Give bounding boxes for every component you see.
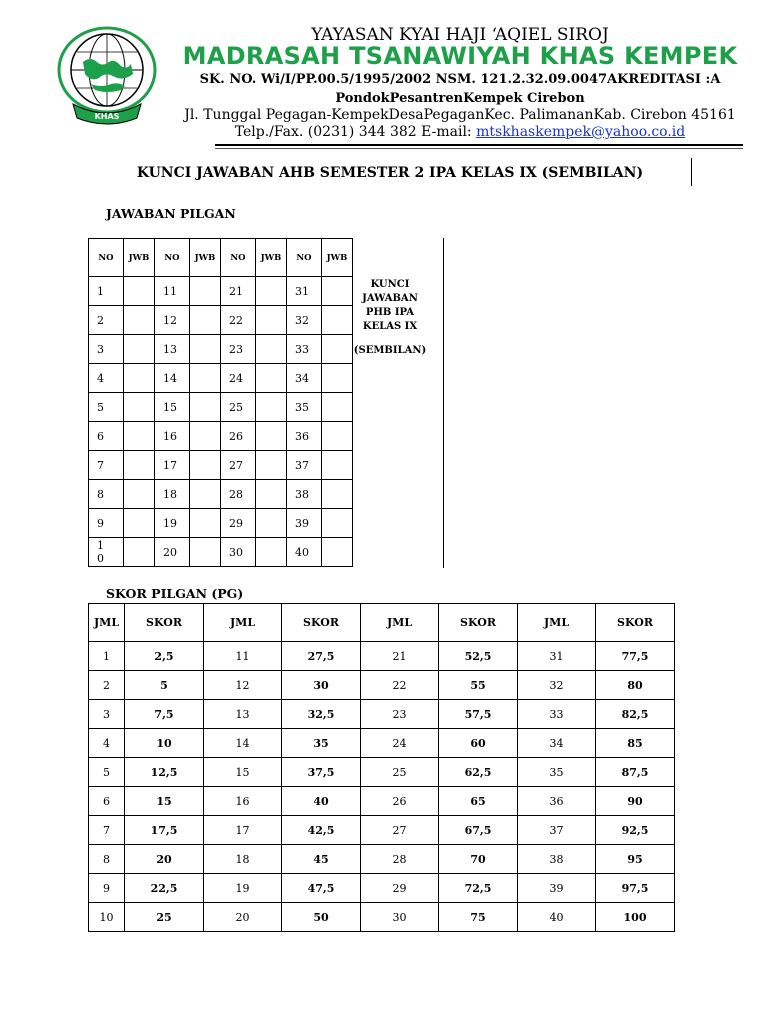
skor-cell: 67,5 (439, 816, 518, 845)
answer-cell[interactable] (322, 451, 353, 480)
jml-cell: 10 (89, 903, 125, 932)
question-number: 8 (89, 480, 124, 509)
col-jwb: JWB (256, 239, 287, 277)
skor-cell: 55 (439, 671, 518, 700)
score-row (89, 729, 675, 758)
skor-cell: 85 (596, 729, 675, 758)
skor-cell: 5 (125, 671, 204, 700)
question-number: 40 (287, 538, 322, 567)
jml-cell: 31 (518, 642, 596, 671)
score-row (89, 816, 675, 845)
jml-cell: 27 (361, 816, 439, 845)
answer-cell[interactable] (256, 364, 287, 393)
answer-cell[interactable] (256, 451, 287, 480)
jml-cell: 5 (89, 758, 125, 787)
question-number: 9 (89, 509, 124, 538)
score-row (89, 787, 675, 816)
question-number: 30 (221, 538, 256, 567)
question-number: 5 (89, 393, 124, 422)
answer-cell[interactable] (190, 335, 221, 364)
answer-cell[interactable] (124, 538, 155, 567)
score-row (89, 642, 675, 671)
question-number: 38 (287, 480, 322, 509)
score-row (89, 845, 675, 874)
skor-cell: 60 (439, 729, 518, 758)
question-number: 26 (221, 422, 256, 451)
answer-cell[interactable] (322, 422, 353, 451)
jml-cell: 35 (518, 758, 596, 787)
skor-cell: 72,5 (439, 874, 518, 903)
skor-cell: 90 (596, 787, 675, 816)
jml-cell: 26 (361, 787, 439, 816)
skor-cell: 87,5 (596, 758, 675, 787)
side-note-title: KUNCI JAWABAN PHB IPA KELAS IX (362, 279, 418, 332)
skor-cell: 37,5 (282, 758, 361, 787)
question-number: 2 (89, 306, 124, 335)
col-skor: SKOR (596, 604, 675, 642)
skor-cell: 30 (282, 671, 361, 700)
jml-cell: 39 (518, 874, 596, 903)
question-number: 4 (89, 364, 124, 393)
col-jml: JML (518, 604, 596, 642)
question-number: 39 (287, 509, 322, 538)
answer-row (89, 364, 353, 393)
skor-cell: 77,5 (596, 642, 675, 671)
question-number: 6 (89, 422, 124, 451)
jml-cell: 7 (89, 816, 125, 845)
question-number: 18 (155, 480, 190, 509)
jml-cell: 29 (361, 874, 439, 903)
answer-cell[interactable] (322, 538, 353, 567)
question-number: 37 (287, 451, 322, 480)
answer-row (89, 393, 353, 422)
skor-cell: 12,5 (125, 758, 204, 787)
answer-cell[interactable] (124, 393, 155, 422)
answer-row (89, 538, 353, 567)
col-no: NO (155, 239, 190, 277)
skor-cell: 92,5 (596, 816, 675, 845)
answer-cell[interactable] (190, 538, 221, 567)
jml-cell: 33 (518, 700, 596, 729)
col-skor: SKOR (439, 604, 518, 642)
question-number: 35 (287, 393, 322, 422)
question-number: 15 (155, 393, 190, 422)
section-divider (443, 238, 444, 568)
answer-cell[interactable] (322, 393, 353, 422)
skor-cell: 50 (282, 903, 361, 932)
answer-cell[interactable] (256, 335, 287, 364)
jml-cell: 37 (518, 816, 596, 845)
jml-cell: 16 (204, 787, 282, 816)
answer-cell[interactable] (124, 335, 155, 364)
question-number: 24 (221, 364, 256, 393)
col-no: NO (89, 239, 124, 277)
jml-cell: 21 (361, 642, 439, 671)
answer-cell[interactable] (190, 422, 221, 451)
jml-cell: 32 (518, 671, 596, 700)
question-number: 3 (89, 335, 124, 364)
score-row (89, 874, 675, 903)
jml-cell: 40 (518, 903, 596, 932)
skor-cell: 20 (125, 845, 204, 874)
col-skor: SKOR (125, 604, 204, 642)
jml-cell: 38 (518, 845, 596, 874)
question-number: 25 (221, 393, 256, 422)
question-number: 33 (287, 335, 322, 364)
jml-cell: 30 (361, 903, 439, 932)
question-number: 22 (221, 306, 256, 335)
question-number: 17 (155, 451, 190, 480)
skor-cell: 22,5 (125, 874, 204, 903)
jml-cell: 36 (518, 787, 596, 816)
answer-cell[interactable] (124, 306, 155, 335)
skor-cell: 75 (439, 903, 518, 932)
question-number-digit: 0 (97, 552, 104, 565)
skor-cell: 32,5 (282, 700, 361, 729)
answer-table-header (89, 239, 353, 277)
answer-cell[interactable] (190, 480, 221, 509)
jml-cell: 6 (89, 787, 125, 816)
skor-cell: 70 (439, 845, 518, 874)
answer-cell[interactable] (322, 364, 353, 393)
answer-cell[interactable] (256, 509, 287, 538)
skor-cell: 35 (282, 729, 361, 758)
question-number-digit: 1 (97, 539, 104, 552)
jml-cell: 19 (204, 874, 282, 903)
answer-row (89, 277, 353, 306)
skor-cell: 97,5 (596, 874, 675, 903)
answer-row (89, 422, 353, 451)
question-number: 31 (287, 277, 322, 306)
answer-cell[interactable] (256, 480, 287, 509)
score-row (89, 903, 675, 932)
question-number: 32 (287, 306, 322, 335)
jml-cell: 13 (204, 700, 282, 729)
answer-row (89, 509, 353, 538)
jml-cell: 34 (518, 729, 596, 758)
pesantren-name: PondokPesantrenKempek Cirebon (335, 91, 585, 106)
jml-cell: 11 (204, 642, 282, 671)
col-jwb: JWB (322, 239, 353, 277)
skor-cell: 17,5 (125, 816, 204, 845)
answer-cell[interactable] (256, 422, 287, 451)
question-number: 34 (287, 364, 322, 393)
header-rule-thin (215, 148, 743, 149)
skor-cell: 100 (596, 903, 675, 932)
answer-row (89, 335, 353, 364)
answer-row (89, 306, 353, 335)
answer-cell[interactable] (322, 509, 353, 538)
jml-cell: 17 (204, 816, 282, 845)
jml-cell: 1 (89, 642, 125, 671)
skor-cell: 10 (125, 729, 204, 758)
skor-cell: 62,5 (439, 758, 518, 787)
answer-cell[interactable] (322, 480, 353, 509)
jml-cell: 20 (204, 903, 282, 932)
jml-cell: 14 (204, 729, 282, 758)
skor-cell: 57,5 (439, 700, 518, 729)
question-number: 11 (155, 277, 190, 306)
question-number: 19 (155, 509, 190, 538)
question-number: 28 (221, 480, 256, 509)
answer-cell[interactable] (190, 451, 221, 480)
accreditation-line: SK. NO. Wi/I/PP.00.5/1995/2002 NSM. 121.2.32.09.0047AKREDITASI :A (199, 72, 721, 87)
score-table (88, 603, 675, 932)
question-number: 12 (155, 306, 190, 335)
answer-cell[interactable] (256, 538, 287, 567)
question-number: 23 (221, 335, 256, 364)
address: Jl. Tunggal Pegagan-KempekDesaPegaganKec. PalimananKab. Cirebon 45161 (184, 107, 736, 123)
answer-cell[interactable] (256, 306, 287, 335)
answer-cell[interactable] (124, 277, 155, 306)
side-note (348, 278, 432, 358)
jml-cell: 25 (361, 758, 439, 787)
question-number: 13 (155, 335, 190, 364)
jml-cell: 23 (361, 700, 439, 729)
question-number: 14 (155, 364, 190, 393)
answer-cell[interactable] (124, 364, 155, 393)
answer-cell[interactable] (190, 393, 221, 422)
question-number (89, 538, 124, 567)
document-title: KUNCI JAWABAN AHB SEMESTER 2 IPA KELAS IX (SEMBILAN) (136, 165, 644, 181)
foundation-name: YAYASAN KYAI HAJI ‘AQIEL SIROJ (311, 25, 609, 45)
question-number: 7 (89, 451, 124, 480)
col-jml: JML (204, 604, 282, 642)
question-number: 36 (287, 422, 322, 451)
skor-cell: 40 (282, 787, 361, 816)
skor-cell: 47,5 (282, 874, 361, 903)
logo-text: KHAS (94, 112, 120, 121)
skor-cell: 27,5 (282, 642, 361, 671)
school-logo (57, 26, 157, 130)
question-number: 29 (221, 509, 256, 538)
jml-cell: 8 (89, 845, 125, 874)
jml-cell: 2 (89, 671, 125, 700)
answer-cell[interactable] (256, 393, 287, 422)
skor-cell: 65 (439, 787, 518, 816)
answer-cell[interactable] (190, 364, 221, 393)
skor-cell: 95 (596, 845, 675, 874)
answer-cell[interactable] (190, 509, 221, 538)
skor-cell: 45 (282, 845, 361, 874)
skor-heading: SKOR PILGAN (PG) (106, 586, 244, 601)
question-number: 16 (155, 422, 190, 451)
question-number: 27 (221, 451, 256, 480)
answer-table (88, 238, 353, 567)
contact-line (160, 124, 760, 140)
col-no: NO (221, 239, 256, 277)
skor-cell: 25 (125, 903, 204, 932)
jml-cell: 12 (204, 671, 282, 700)
skor-cell: 80 (596, 671, 675, 700)
jml-cell: 28 (361, 845, 439, 874)
skor-cell: 52,5 (439, 642, 518, 671)
jml-cell: 22 (361, 671, 439, 700)
skor-cell: 2,5 (125, 642, 204, 671)
header-rule (215, 144, 743, 146)
email-link[interactable]: mtskhaskempek@yahoo.co.id (476, 124, 686, 140)
side-note-subtitle: (SEMBILAN) (353, 345, 427, 356)
score-row (89, 671, 675, 700)
skor-cell: 7,5 (125, 700, 204, 729)
answer-row (89, 451, 353, 480)
col-jwb: JWB (124, 239, 155, 277)
score-table-header (89, 604, 675, 642)
jml-cell: 3 (89, 700, 125, 729)
school-name: MADRASAH TSANAWIYAH KHAS KEMPEK (182, 42, 738, 70)
skor-cell: 15 (125, 787, 204, 816)
question-number: 21 (221, 277, 256, 306)
answer-cell[interactable] (124, 509, 155, 538)
answer-cell[interactable] (124, 480, 155, 509)
jml-cell: 9 (89, 874, 125, 903)
col-no: NO (287, 239, 322, 277)
skor-cell: 42,5 (282, 816, 361, 845)
skor-cell: 82,5 (596, 700, 675, 729)
pilgan-heading: JAWABAN PILGAN (106, 206, 236, 221)
jml-cell: 15 (204, 758, 282, 787)
answer-cell[interactable] (256, 277, 287, 306)
jml-cell: 24 (361, 729, 439, 758)
col-skor: SKOR (282, 604, 361, 642)
col-jml: JML (89, 604, 125, 642)
title-side-bar (691, 158, 692, 186)
question-number: 20 (155, 538, 190, 567)
answer-row (89, 480, 353, 509)
answer-cell[interactable] (124, 451, 155, 480)
answer-cell[interactable] (190, 306, 221, 335)
score-row (89, 700, 675, 729)
phone-text: Telp./Fax. (0231) 344 382 E-mail: (234, 124, 477, 140)
col-jml: JML (361, 604, 439, 642)
score-row (89, 758, 675, 787)
answer-cell[interactable] (190, 277, 221, 306)
question-number: 1 (89, 277, 124, 306)
col-jwb: JWB (190, 239, 221, 277)
jml-cell: 18 (204, 845, 282, 874)
answer-cell[interactable] (124, 422, 155, 451)
jml-cell: 4 (89, 729, 125, 758)
